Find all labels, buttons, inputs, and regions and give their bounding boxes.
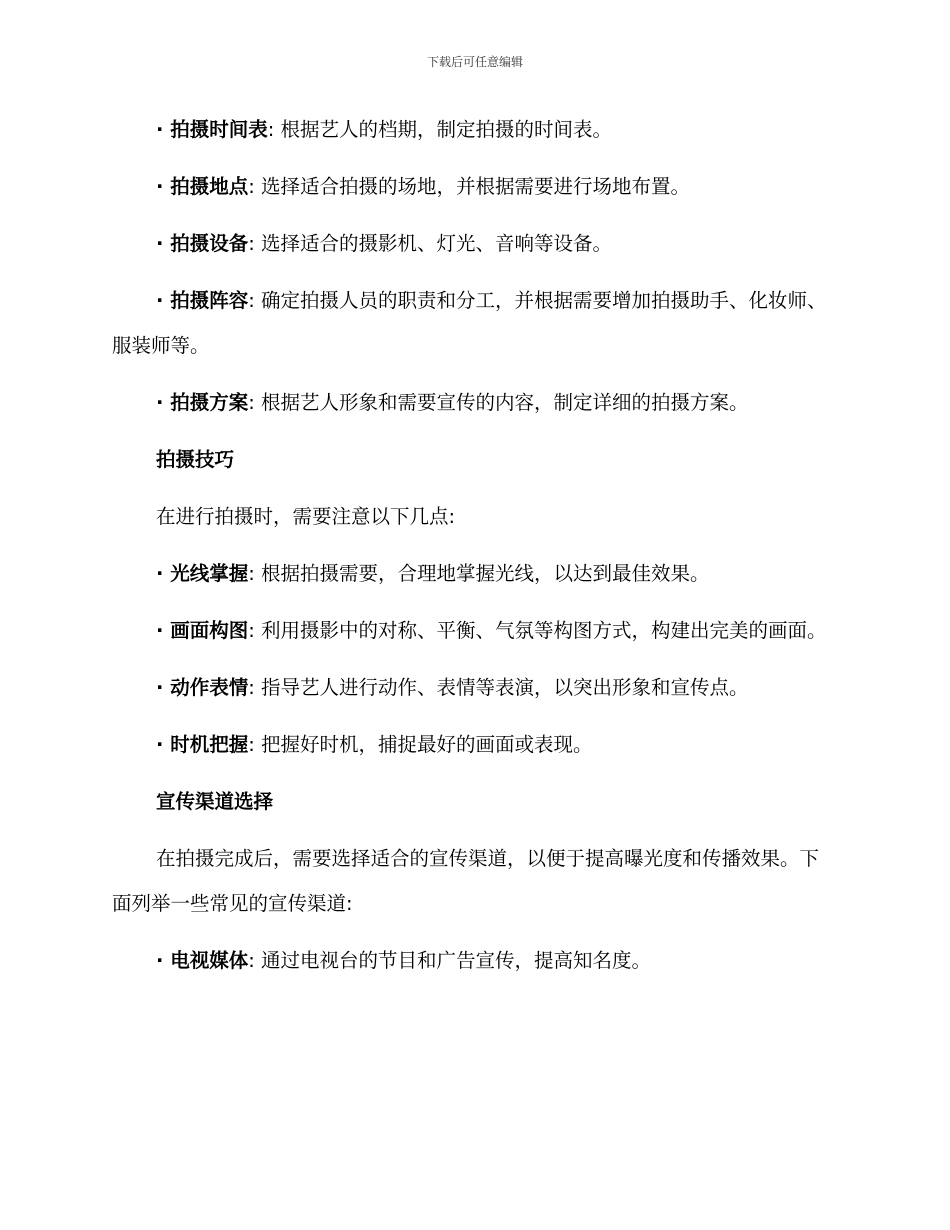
list-item-colon: : (248, 619, 255, 642)
list-item (112, 107, 834, 152)
list-item (112, 551, 834, 596)
list-item-text: 选择适合的摄影机、灯光、音响等设备。 (260, 232, 612, 255)
list-item-text: 确定拍摄人员的职责和分工，并根据需要增加拍摄助手、化妆师、服装师等。 (112, 289, 827, 357)
list-item (112, 938, 834, 983)
list-item-colon: : (267, 118, 275, 141)
list-item-term: · 时机把握 (156, 733, 249, 756)
list-item-colon: : (248, 175, 255, 198)
list-item-term: · 拍摄地点 (156, 175, 249, 198)
document-body (112, 107, 834, 995)
paragraph: 在进行拍摄时，需要注意以下几点: (156, 505, 456, 528)
list-item (112, 608, 834, 653)
list-item (112, 164, 834, 209)
list-item-term: · 光线掌握 (156, 562, 249, 585)
list-item-text: 选择适合拍摄的场地，并根据需要进行场地布置。 (260, 175, 690, 198)
page-header: 下载后可任意编辑 (426, 55, 523, 69)
list-item-colon: : (248, 289, 255, 312)
list-item-text: 根据拍摄需要，合理地掌握光线，以达到最佳效果。 (260, 562, 710, 585)
section-heading: 宣传渠道选择 (156, 790, 274, 813)
list-item-colon: : (248, 232, 255, 255)
list-item-term: · 拍摄时间表 (156, 118, 268, 141)
list-item-text: 指导艺人进行动作、表情等表演，以突出形象和宣传点。 (260, 676, 749, 699)
list-item-term: · 画面构图 (156, 619, 249, 642)
list-item-colon: : (248, 391, 255, 414)
list-item-text: 根据艺人形象和需要宣传的内容，制定详细的拍摄方案。 (260, 391, 749, 414)
list-item-term: · 拍摄阵容 (156, 289, 249, 312)
list-item-term: · 拍摄方案 (156, 391, 249, 414)
list-item-colon: : (248, 676, 255, 699)
list-item-colon: : (248, 949, 255, 972)
list-item (112, 380, 834, 425)
list-item (112, 722, 834, 767)
list-item-text: 把握好时机，捕捉最好的画面或表现。 (260, 733, 593, 756)
list-item-colon: : (248, 733, 255, 756)
list-item-term: · 拍摄设备 (156, 232, 249, 255)
paragraph: 在拍摄完成后，需要选择适合的宣传渠道，以便于提高曝光度和传播效果。下面列举一些常见的宣传渠道: (112, 847, 820, 915)
list-item-text: 利用摄影中的对称、平衡、气氛等构图方式，构建出完美的画面。 (260, 619, 827, 642)
list-item-term: · 动作表情 (156, 676, 249, 699)
section-heading: 拍摄技巧 (156, 448, 235, 471)
list-item-text: 通过电视台的节目和广告宣传，提高知名度。 (260, 949, 651, 972)
list-item (112, 221, 834, 266)
list-item-term: · 电视媒体 (156, 949, 249, 972)
list-item-colon: : (248, 562, 255, 585)
list-item (112, 278, 834, 368)
list-item-text: 根据艺人的档期，制定拍摄的时间表。 (280, 118, 612, 141)
list-item (112, 665, 834, 710)
